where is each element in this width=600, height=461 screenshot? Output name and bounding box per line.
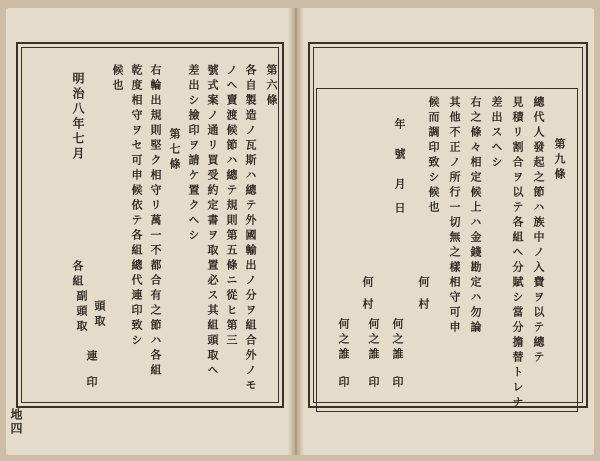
signatory-head: 頭取	[93, 300, 106, 330]
document-date: 明治八年七月	[71, 72, 85, 162]
form-name-2: 何之誰	[367, 318, 380, 363]
form-name-1: 何之誰	[391, 318, 404, 363]
form-village-label-2: 村	[417, 298, 430, 313]
form-month: 月	[393, 178, 406, 193]
article-9-heading: 第九條	[553, 138, 566, 183]
signatory-vice-head: 副頭取	[75, 290, 88, 335]
form-seal-3: 印	[337, 376, 350, 391]
form-village-label-4: 村	[361, 298, 374, 313]
article-6-line-1: 各自製造ノ瓦斯ハ總テ外國輸出ノ分ヲ組合外ノモ	[244, 64, 257, 394]
article-6-line-3: 號式案ノ通リ買受約定書ヲ取置必ス其組頭取ヘ	[206, 64, 219, 379]
article-7-line-2: 乾度相守ヲセ可申候依テ各組總代連印致シ	[130, 64, 143, 349]
article-9-line-6: 候而調印致シ候也	[427, 96, 440, 216]
article-9-line-4: 右之條々相定候上ハ金錢勘定ハ勿論	[469, 96, 482, 336]
article-6-heading: 第六條	[265, 64, 278, 109]
article-9-line-2: 見積リ割合ヲ以テ各組ヘ分賦シ當分擔替トレナ	[511, 96, 524, 411]
signatory-seal: 印	[85, 376, 98, 391]
form-village-label-1: 何	[417, 276, 430, 291]
signatory-group: 各組	[71, 260, 84, 290]
page-number: 地四	[9, 408, 23, 436]
article-7-line-3: 候也	[111, 64, 124, 94]
book-gutter	[288, 8, 304, 455]
article-9-line-5: 其他不正ノ所行一切無之樣相守可申	[448, 96, 461, 336]
form-seal-1: 印	[391, 376, 404, 391]
form-number: 號	[393, 148, 406, 163]
form-name-3: 何之誰	[337, 318, 350, 363]
article-6-line-2: ノヘ賣渡候節ハ總テ規則第五條ニ從ヒ第三	[225, 64, 238, 349]
form-village-label-3: 何	[361, 276, 374, 291]
form-seal-2: 印	[367, 376, 380, 391]
signatory-joint: 連	[85, 350, 98, 365]
article-9-line-3: 差出スヘシ	[490, 96, 503, 171]
article-9-line-1: 總代人發起之節ハ族中ノ入費ヲ以テ總テ	[532, 96, 545, 366]
form-year: 年	[393, 118, 406, 133]
article-7-heading: 第七條	[168, 128, 181, 173]
article-6-line-4: 差出シ撿印ヲ請ケ置クヘシ	[187, 64, 200, 244]
article-7-line-1: 右輪出規則堅ク相守リ萬一不都合有之節ハ各組	[149, 64, 162, 379]
form-day: 日	[393, 202, 406, 217]
